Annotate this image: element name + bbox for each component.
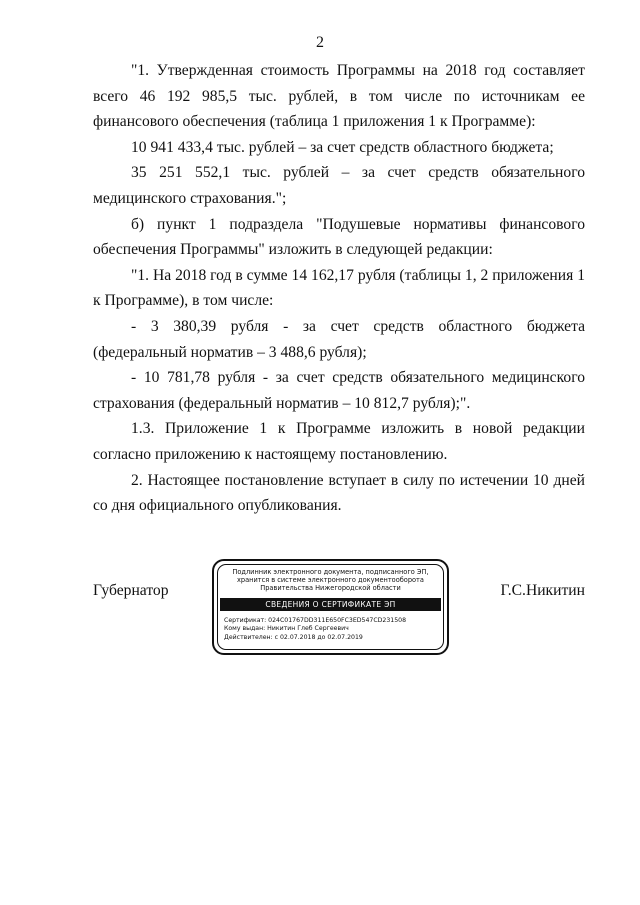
page-number: 2: [316, 34, 324, 51]
signature-block: [93, 562, 585, 662]
electronic-signature-stamp: [212, 559, 449, 655]
stamp-details: [224, 617, 441, 642]
paragraph-insurance-funds: 35 251 552,1 тыс. рублей – за счет средств обязательного медицинского страхования.";: [93, 164, 585, 207]
stamp-certificate-title: СВЕДЕНИЯ О СЕРТИФИКАТЕ ЭП: [220, 598, 441, 611]
paragraph-insurance-norm: - 10 781,78 рубля - за счет средств обязательного медицинского страхования (федеральный норматив – 10 812,7 рубля);".: [93, 369, 585, 412]
stamp-issued-to: Кому выдан: Никитин Глеб Сергеевич: [224, 625, 349, 633]
signatory-position: Губернатор: [93, 582, 169, 599]
paragraph-appendix: 1.3. Приложение 1 к Программе изложить в новой редакции согласно приложению к настоящему постановлению.: [93, 420, 585, 463]
stamp-header-line: Подлинник электронного документа, подписанного ЭП,: [232, 568, 429, 576]
stamp-header-line: хранится в системе электронного документооборота: [237, 576, 424, 585]
stamp-certificate-number: Сертификат: 024C01767DD311E650FC3ED547CD231508: [224, 617, 407, 624]
paragraph-item-b: б) пункт 1 подраздела "Подушевые нормативы финансового обеспечения Программы" изложить в следующей редакции:: [93, 215, 585, 259]
stamp-header-line: Правительства Нижегородской области: [260, 584, 401, 593]
paragraph-per-capita: "1. На 2018 год в сумме 14 162,17 рубля (таблицы 1, 2 приложения 1 к Программе), в том числе:: [93, 266, 585, 310]
stamp-validity: Действителен: с 02.07.2018 до 02.07.2019: [224, 633, 363, 641]
stamp-header: [220, 568, 441, 593]
paragraph-effective-date: 2. Настоящее постановление вступает в силу по истечении 10 дней со дня официального опубликования.: [93, 471, 585, 515]
signatory-name: Г.С.Никитин: [500, 582, 585, 599]
paragraph-program-cost: "1. Утвержденная стоимость Программы на 2018 год составляет всего 46 192 985,5 тыс. рублей, в том числе по источникам ее финансового обеспечения (таблица 1 приложения 1 к Программе):: [93, 62, 585, 131]
paragraph-regional-budget: 10 941 433,4 тыс. рублей – за счет средств областного бюджета;: [131, 138, 554, 156]
paragraph-regional-norm: - 3 380,39 рубля - за счет средств областного бюджета (федеральный норматив – 3 488,6 рубля);: [93, 317, 585, 361]
document-body: [93, 58, 585, 519]
